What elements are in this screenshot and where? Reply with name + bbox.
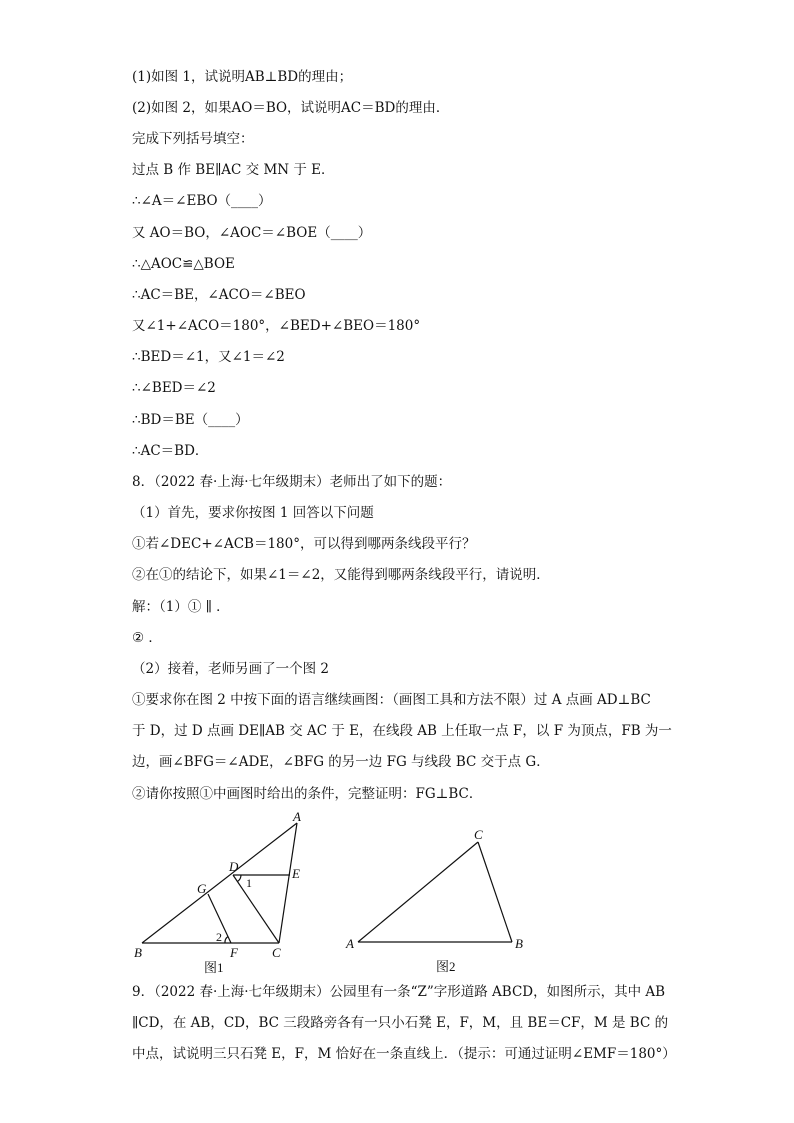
segment-ac [358, 842, 478, 942]
problem-9-line: ∥CD，在 AB，CD，BC 三段路旁各有一只小石凳 E，F，M，且 BE＝CF，M 是 BC 的 [132, 1015, 669, 1031]
problem-9-line: 中点，试说明三只石凳 E，F，M 恰好在一条直线上．（提示：可通过证明∠EMF＝180°） [132, 1046, 676, 1062]
question-2: ②在①的结论下，如果∠1＝∠2，又能得到哪两条线段平行，请说明． [132, 567, 550, 583]
prove-statement: ②请你按照①中画图时给出的条件，完整证明：FG⊥BC． [132, 786, 483, 802]
proof-step: ∴∠BED＝∠2 [132, 380, 216, 396]
proof-step: ∴∠A＝∠EBO（____） [132, 193, 272, 209]
label-angle-2: 2 [216, 930, 222, 944]
label-a: A [346, 936, 354, 951]
drawing-instruction: 于 D，过 D 点画 DE∥AB 交 AC 于 E，在线段 AB 上任取一点 F，以 F 为顶点，FB 为一 [132, 723, 672, 739]
label-c: C [474, 827, 483, 842]
proof-step: ∴AC＝BE，∠ACO＝∠BEO [132, 287, 306, 303]
label-angle-1: 1 [246, 876, 252, 890]
segment-dc [233, 875, 279, 943]
fill-instruction: 完成下列括号填空： [132, 131, 254, 147]
question-1: (1)如图 1，试说明AB⊥BD的理由； [132, 69, 353, 85]
label-f: F [230, 945, 238, 960]
figure-2-caption: 图2 [436, 959, 456, 974]
problem-9-line: 9．（2022 春·上海·七年级期末）公园里有一条“Z”字形道路 ABCD，如图所示，其中 AB [132, 984, 666, 1000]
proof-step: ∴△AOC≌△BOE [132, 256, 235, 272]
figure-1-caption: 图1 [204, 960, 224, 975]
label-g: G [197, 881, 207, 896]
question-1: ①若∠DEC+∠ACB＝180°，可以得到哪两条线段平行？ [132, 536, 476, 552]
part-2-heading: （2）接着，老师另画了一个图 2 [132, 661, 329, 677]
proof-step: ∴AC＝BD． [132, 443, 209, 459]
solution-line-2: ② ． [132, 630, 162, 646]
label-e: E [292, 866, 300, 881]
figure-1 [120, 805, 320, 980]
proof-step: ∴BED＝∠1，又∠1＝∠2 [132, 349, 285, 365]
proof-step: ∴BD＝BE（____） [132, 412, 249, 428]
problem-8-header: 8．（2022 春·上海·七年级期末）老师出了如下的题： [132, 474, 452, 490]
segment-ac [279, 823, 297, 943]
label-c: C [272, 945, 281, 960]
question-2: (2)如图 2，如果AO＝BO，试说明AC＝BD的理由． [132, 100, 450, 116]
part-1-heading: （1）首先，要求你按图 1 回答以下问题 [132, 505, 374, 521]
drawing-instruction: ①要求你在图 2 中按下面的语言继续画图：（画图工具和方法不限）过 A 点画 AD⊥BC [132, 692, 651, 708]
solution-line-1: 解：（1）① ∥ ． [132, 599, 230, 615]
label-d: D [229, 859, 239, 874]
proof-step: 又∠1+∠ACO＝180°，∠BED+∠BEO＝180° [132, 318, 421, 334]
figure-2 [340, 820, 540, 980]
label-b: B [134, 945, 142, 960]
label-b: B [515, 936, 523, 951]
angle-1-arc [238, 875, 242, 882]
segment-ab [142, 823, 297, 943]
label-a: A [293, 809, 301, 824]
proof-step: 又 AO＝BO，∠AOC＝∠BOE（____） [132, 225, 372, 241]
segment-cb [478, 842, 512, 942]
angle-2-arc [225, 937, 228, 944]
proof-step: 过点 B 作 BE∥AC 交 MN 于 E． [132, 162, 335, 178]
drawing-instruction: 边，画∠BFG＝∠ADE，∠BFG 的另一边 FG 与线段 BC 交于点 G． [132, 754, 550, 770]
